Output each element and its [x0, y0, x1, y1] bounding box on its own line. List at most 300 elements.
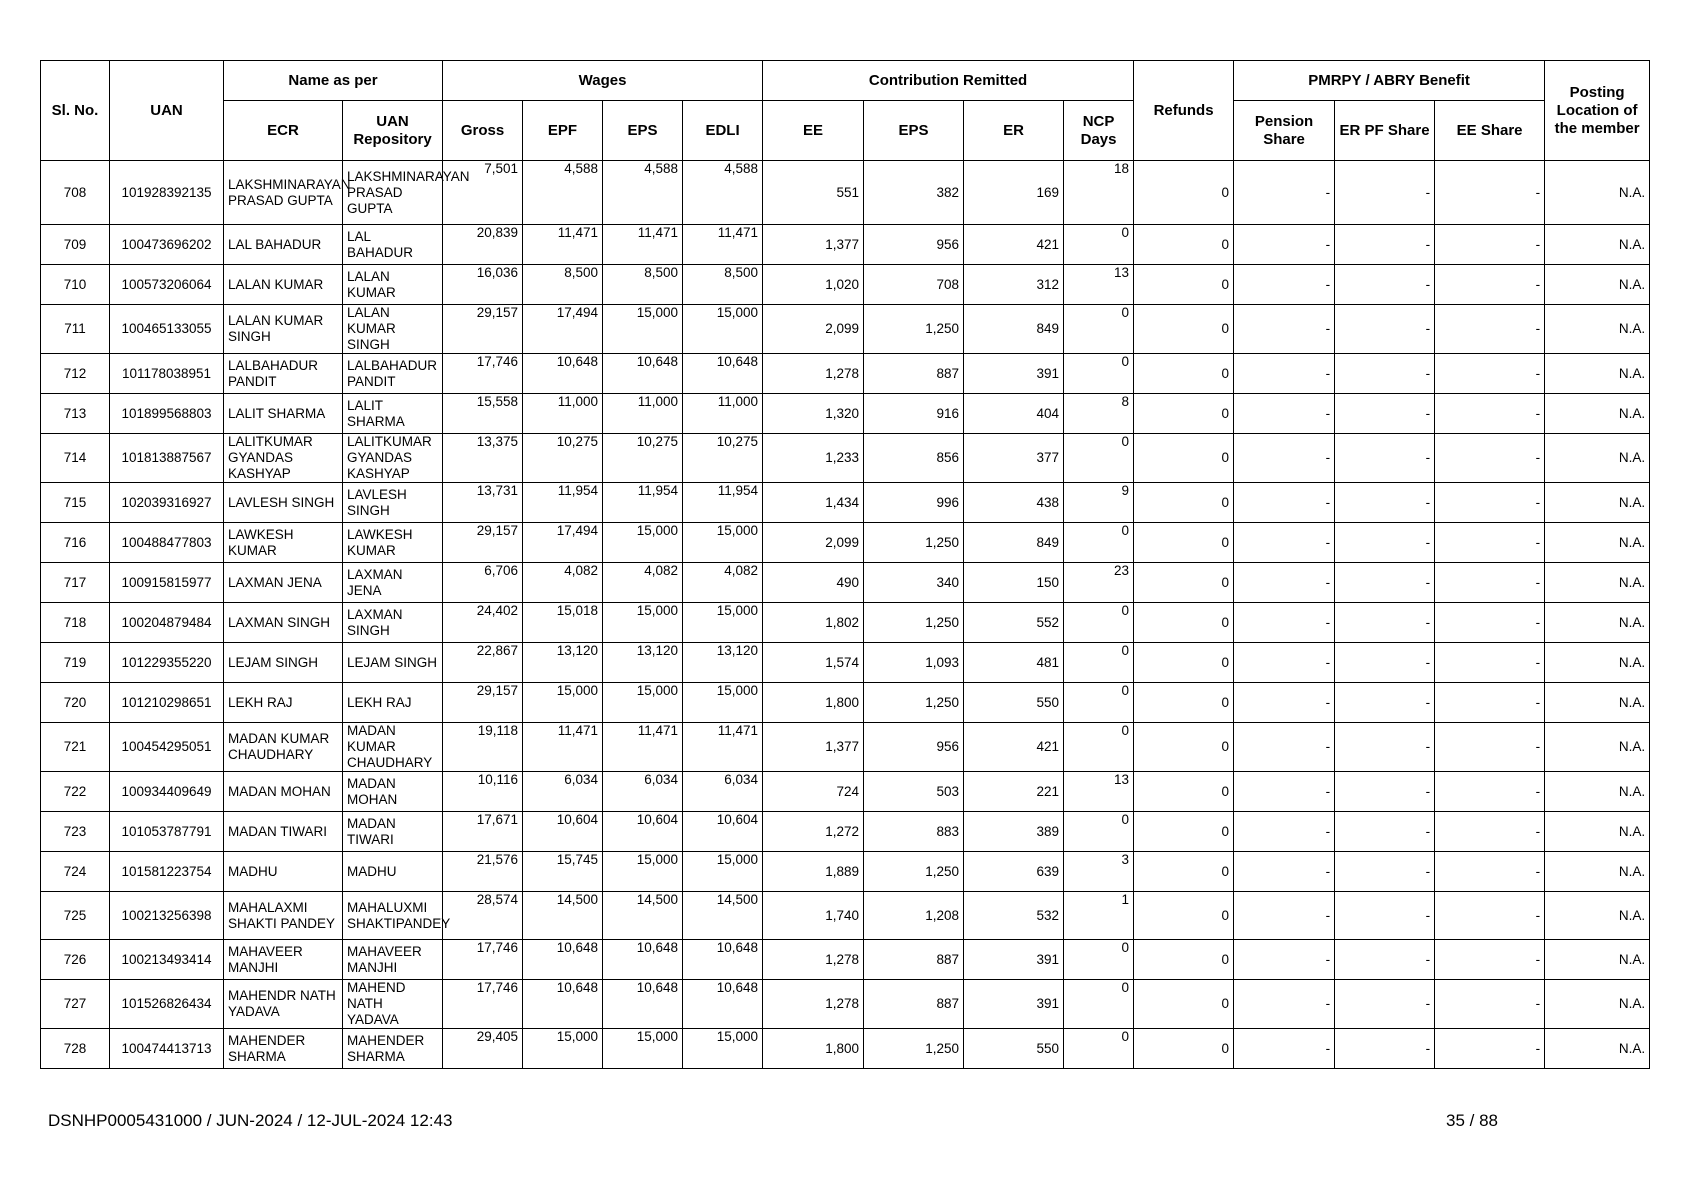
- cell-epf: 13,120: [523, 643, 603, 683]
- cell-uan: 100573206064: [110, 265, 224, 305]
- cell-posting-location: N.A.: [1545, 394, 1650, 434]
- cell-refunds: 0: [1134, 434, 1234, 483]
- cell-gross: 13,731: [443, 483, 523, 523]
- cell-repo-name: LEJAM SINGH: [343, 643, 443, 683]
- table-row: [41, 772, 1650, 812]
- cell-er: 550: [964, 683, 1064, 723]
- cell-ecr-name: LEJAM SINGH: [224, 643, 343, 683]
- cell-ncp-days: 0: [1064, 354, 1134, 394]
- cell-repo-name: MAHALUXMI SHAKTIPANDEY: [343, 892, 443, 940]
- cell-uan: 100915815977: [110, 563, 224, 603]
- cell-pension-share: -: [1234, 161, 1335, 225]
- cell-contrib-eps: 956: [864, 723, 964, 772]
- cell-refunds: 0: [1134, 483, 1234, 523]
- cell-ncp-days: 0: [1064, 523, 1134, 563]
- cell-edli: 14,500: [683, 892, 763, 940]
- cell-refunds: 0: [1134, 980, 1234, 1029]
- cell-repo-name: LALIT SHARMA: [343, 394, 443, 434]
- cell-eps: 10,648: [603, 980, 683, 1029]
- cell-ee: 1,802: [763, 603, 864, 643]
- cell-epf: 11,471: [523, 723, 603, 772]
- cell-refunds: 0: [1134, 161, 1234, 225]
- cell-pension-share: -: [1234, 603, 1335, 643]
- cell-ncp-days: 0: [1064, 812, 1134, 852]
- cell-er: 639: [964, 852, 1064, 892]
- cell-eps: 6,034: [603, 772, 683, 812]
- cell-repo-name: MAHAVEER MANJHI: [343, 940, 443, 980]
- cell-er: 481: [964, 643, 1064, 683]
- table-row: [41, 225, 1650, 265]
- col-pension-share: Pension Share: [1234, 101, 1335, 161]
- cell-contrib-eps: 1,250: [864, 523, 964, 563]
- cell-refunds: 0: [1134, 643, 1234, 683]
- cell-contrib-eps: 887: [864, 354, 964, 394]
- cell-pension-share: -: [1234, 434, 1335, 483]
- cell-repo-name: LAL BAHADUR: [343, 225, 443, 265]
- cell-gross: 29,157: [443, 305, 523, 354]
- cell-pension-share: -: [1234, 483, 1335, 523]
- cell-epf: 10,648: [523, 940, 603, 980]
- table-row: [41, 980, 1650, 1029]
- cell-posting-location: N.A.: [1545, 812, 1650, 852]
- cell-er-pf-share: -: [1335, 394, 1435, 434]
- cell-gross: 15,558: [443, 394, 523, 434]
- cell-gross: 28,574: [443, 892, 523, 940]
- cell-refunds: 0: [1134, 394, 1234, 434]
- cell-ecr-name: LAXMAN JENA: [224, 563, 343, 603]
- cell-ee-share: -: [1435, 723, 1545, 772]
- cell-posting-location: N.A.: [1545, 305, 1650, 354]
- cell-posting-location: N.A.: [1545, 225, 1650, 265]
- cell-eps: 11,000: [603, 394, 683, 434]
- cell-ee: 1,889: [763, 852, 864, 892]
- cell-uan: 101210298651: [110, 683, 224, 723]
- cell-ecr-name: LAVLESH SINGH: [224, 483, 343, 523]
- cell-epf: 6,034: [523, 772, 603, 812]
- cell-er: 552: [964, 603, 1064, 643]
- cell-ee-share: -: [1435, 225, 1545, 265]
- cell-refunds: 0: [1134, 354, 1234, 394]
- cell-ee-share: -: [1435, 265, 1545, 305]
- cell-eps: 11,471: [603, 723, 683, 772]
- cell-edli: 11,471: [683, 225, 763, 265]
- cell-ncp-days: 18: [1064, 161, 1134, 225]
- cell-edli: 10,648: [683, 940, 763, 980]
- cell-contrib-eps: 996: [864, 483, 964, 523]
- cell-er: 377: [964, 434, 1064, 483]
- cell-ee: 2,099: [763, 523, 864, 563]
- cell-sl-no: 717: [41, 563, 110, 603]
- cell-ee-share: -: [1435, 812, 1545, 852]
- table-row: [41, 394, 1650, 434]
- col-refunds: Refunds: [1134, 61, 1234, 161]
- cell-pension-share: -: [1234, 523, 1335, 563]
- cell-eps: 15,000: [603, 852, 683, 892]
- cell-ncp-days: 0: [1064, 1029, 1134, 1069]
- cell-ncp-days: 0: [1064, 980, 1134, 1029]
- cell-uan: 101526826434: [110, 980, 224, 1029]
- cell-epf: 8,500: [523, 265, 603, 305]
- cell-sl-no: 710: [41, 265, 110, 305]
- cell-er-pf-share: -: [1335, 643, 1435, 683]
- col-edli: EDLI: [683, 101, 763, 161]
- cell-ee: 1,377: [763, 225, 864, 265]
- cell-edli: 11,471: [683, 723, 763, 772]
- cell-ee: 1,272: [763, 812, 864, 852]
- cell-gross: 13,375: [443, 434, 523, 483]
- cell-contrib-eps: 1,250: [864, 603, 964, 643]
- cell-ecr-name: LAKSHMINARAYAN PRASAD GUPTA: [224, 161, 343, 225]
- cell-posting-location: N.A.: [1545, 434, 1650, 483]
- cell-ncp-days: 0: [1064, 683, 1134, 723]
- document-reference: DSNHP0005431000 / JUN-2024 / 12-JUL-2024 12:43: [48, 1111, 453, 1130]
- cell-uan: 100474413713: [110, 1029, 224, 1069]
- cell-posting-location: N.A.: [1545, 603, 1650, 643]
- cell-er-pf-share: -: [1335, 892, 1435, 940]
- cell-pension-share: -: [1234, 265, 1335, 305]
- cell-edli: 15,000: [683, 1029, 763, 1069]
- cell-sl-no: 720: [41, 683, 110, 723]
- group-wages: Wages: [443, 61, 763, 101]
- cell-er: 391: [964, 354, 1064, 394]
- cell-refunds: 0: [1134, 603, 1234, 643]
- cell-uan: 101899568803: [110, 394, 224, 434]
- table-row: [41, 892, 1650, 940]
- cell-sl-no: 709: [41, 225, 110, 265]
- cell-eps: 10,275: [603, 434, 683, 483]
- cell-eps: 14,500: [603, 892, 683, 940]
- col-er-pf-share: ER PF Share: [1335, 101, 1435, 161]
- cell-posting-location: N.A.: [1545, 265, 1650, 305]
- cell-ee: 1,800: [763, 683, 864, 723]
- cell-edli: 13,120: [683, 643, 763, 683]
- cell-refunds: 0: [1134, 265, 1234, 305]
- col-sl-no: Sl. No.: [41, 61, 110, 161]
- cell-epf: 15,000: [523, 683, 603, 723]
- cell-uan: 100465133055: [110, 305, 224, 354]
- cell-eps: 4,588: [603, 161, 683, 225]
- cell-gross: 19,118: [443, 723, 523, 772]
- cell-uan: 100213256398: [110, 892, 224, 940]
- cell-contrib-eps: 1,093: [864, 643, 964, 683]
- cell-gross: 17,746: [443, 354, 523, 394]
- ecr-contribution-table: [40, 60, 1650, 1069]
- col-epf: EPF: [523, 101, 603, 161]
- cell-ecr-name: MAHAVEER MANJHI: [224, 940, 343, 980]
- cell-ncp-days: 0: [1064, 225, 1134, 265]
- col-uan: UAN: [110, 61, 224, 161]
- cell-ncp-days: 0: [1064, 305, 1134, 354]
- cell-uan: 101928392135: [110, 161, 224, 225]
- cell-ee-share: -: [1435, 940, 1545, 980]
- cell-pension-share: -: [1234, 354, 1335, 394]
- cell-ncp-days: 0: [1064, 603, 1134, 643]
- cell-repo-name: LAXMAN SINGH: [343, 603, 443, 643]
- cell-edli: 10,604: [683, 812, 763, 852]
- cell-ee-share: -: [1435, 354, 1545, 394]
- col-ee: EE: [763, 101, 864, 161]
- cell-er-pf-share: -: [1335, 434, 1435, 483]
- cell-repo-name: MADAN TIWARI: [343, 812, 443, 852]
- cell-repo-name: LAKSHMINARAYAN PRASAD GUPTA: [343, 161, 443, 225]
- cell-er: 421: [964, 723, 1064, 772]
- cell-uan: 101229355220: [110, 643, 224, 683]
- cell-ee: 1,320: [763, 394, 864, 434]
- cell-repo-name: LEKH RAJ: [343, 683, 443, 723]
- cell-pension-share: -: [1234, 1029, 1335, 1069]
- table-row: [41, 305, 1650, 354]
- cell-refunds: 0: [1134, 225, 1234, 265]
- cell-contrib-eps: 382: [864, 161, 964, 225]
- cell-ncp-days: 13: [1064, 265, 1134, 305]
- group-name-as-per: Name as per: [224, 61, 443, 101]
- cell-er: 532: [964, 892, 1064, 940]
- cell-edli: 4,588: [683, 161, 763, 225]
- cell-ecr-name: LAWKESH KUMAR: [224, 523, 343, 563]
- cell-sl-no: 728: [41, 1029, 110, 1069]
- cell-sl-no: 723: [41, 812, 110, 852]
- cell-ecr-name: MADAN TIWARI: [224, 812, 343, 852]
- cell-ee: 1,377: [763, 723, 864, 772]
- cell-er: 404: [964, 394, 1064, 434]
- col-ee-share: EE Share: [1435, 101, 1545, 161]
- cell-pension-share: -: [1234, 892, 1335, 940]
- cell-ncp-days: 0: [1064, 643, 1134, 683]
- cell-edli: 4,082: [683, 563, 763, 603]
- cell-pension-share: -: [1234, 723, 1335, 772]
- cell-er: 438: [964, 483, 1064, 523]
- cell-sl-no: 711: [41, 305, 110, 354]
- cell-refunds: 0: [1134, 852, 1234, 892]
- cell-sl-no: 724: [41, 852, 110, 892]
- cell-repo-name: MAHENDER SHARMA: [343, 1029, 443, 1069]
- cell-er: 391: [964, 940, 1064, 980]
- cell-epf: 11,000: [523, 394, 603, 434]
- cell-sl-no: 719: [41, 643, 110, 683]
- table-row: [41, 161, 1650, 225]
- cell-sl-no: 714: [41, 434, 110, 483]
- cell-uan: 100204879484: [110, 603, 224, 643]
- table-row: [41, 812, 1650, 852]
- cell-contrib-eps: 708: [864, 265, 964, 305]
- table-row: [41, 1029, 1650, 1069]
- cell-edli: 15,000: [683, 852, 763, 892]
- cell-er-pf-share: -: [1335, 980, 1435, 1029]
- cell-pension-share: -: [1234, 305, 1335, 354]
- cell-epf: 17,494: [523, 523, 603, 563]
- table-row: [41, 523, 1650, 563]
- cell-contrib-eps: 340: [864, 563, 964, 603]
- cell-contrib-eps: 887: [864, 940, 964, 980]
- col-eps: EPS: [603, 101, 683, 161]
- cell-refunds: 0: [1134, 723, 1234, 772]
- cell-eps: 15,000: [603, 305, 683, 354]
- table-row: [41, 940, 1650, 980]
- cell-ncp-days: 8: [1064, 394, 1134, 434]
- cell-pension-share: -: [1234, 643, 1335, 683]
- cell-epf: 10,604: [523, 812, 603, 852]
- cell-ee: 1,278: [763, 980, 864, 1029]
- cell-er-pf-share: -: [1335, 354, 1435, 394]
- cell-contrib-eps: 916: [864, 394, 964, 434]
- cell-eps: 15,000: [603, 523, 683, 563]
- cell-epf: 4,588: [523, 161, 603, 225]
- cell-eps: 15,000: [603, 683, 683, 723]
- col-ncp-days: NCP Days: [1064, 101, 1134, 161]
- table-row: [41, 354, 1650, 394]
- cell-ecr-name: MAHENDER SHARMA: [224, 1029, 343, 1069]
- cell-eps: 10,604: [603, 812, 683, 852]
- cell-posting-location: N.A.: [1545, 523, 1650, 563]
- page-number: 35 / 88: [1446, 1111, 1498, 1130]
- cell-ecr-name: MADHU: [224, 852, 343, 892]
- cell-er-pf-share: -: [1335, 483, 1435, 523]
- cell-sl-no: 715: [41, 483, 110, 523]
- cell-er-pf-share: -: [1335, 812, 1435, 852]
- cell-ecr-name: MAHENDR NATH YADAVA: [224, 980, 343, 1029]
- cell-er-pf-share: -: [1335, 772, 1435, 812]
- cell-ee: 1,233: [763, 434, 864, 483]
- cell-edli: 10,275: [683, 434, 763, 483]
- cell-sl-no: 721: [41, 723, 110, 772]
- cell-edli: 15,000: [683, 603, 763, 643]
- cell-ee-share: -: [1435, 434, 1545, 483]
- cell-uan: 100934409649: [110, 772, 224, 812]
- cell-uan: 102039316927: [110, 483, 224, 523]
- cell-gross: 7,501: [443, 161, 523, 225]
- col-posting-location: Posting Location of the member: [1545, 61, 1650, 161]
- cell-er-pf-share: -: [1335, 265, 1435, 305]
- cell-pension-share: -: [1234, 772, 1335, 812]
- cell-ee-share: -: [1435, 852, 1545, 892]
- cell-sl-no: 718: [41, 603, 110, 643]
- cell-contrib-eps: 956: [864, 225, 964, 265]
- cell-posting-location: N.A.: [1545, 892, 1650, 940]
- cell-ecr-name: MAHALAXMI SHAKTI PANDEY: [224, 892, 343, 940]
- cell-ncp-days: 0: [1064, 723, 1134, 772]
- cell-ecr-name: LEKH RAJ: [224, 683, 343, 723]
- cell-sl-no: 726: [41, 940, 110, 980]
- col-gross: Gross: [443, 101, 523, 161]
- cell-ecr-name: LALAN KUMAR: [224, 265, 343, 305]
- cell-repo-name: MAHEND NATH YADAVA: [343, 980, 443, 1029]
- cell-repo-name: MADAN MOHAN: [343, 772, 443, 812]
- cell-ncp-days: 13: [1064, 772, 1134, 812]
- cell-uan: 101813887567: [110, 434, 224, 483]
- cell-gross: 20,839: [443, 225, 523, 265]
- cell-refunds: 0: [1134, 772, 1234, 812]
- cell-ecr-name: LALITKUMAR GYANDAS KASHYAP: [224, 434, 343, 483]
- cell-er-pf-share: -: [1335, 563, 1435, 603]
- cell-ee-share: -: [1435, 305, 1545, 354]
- cell-posting-location: N.A.: [1545, 940, 1650, 980]
- cell-gross: 29,157: [443, 683, 523, 723]
- cell-refunds: 0: [1134, 683, 1234, 723]
- cell-edli: 10,648: [683, 354, 763, 394]
- cell-eps: 13,120: [603, 643, 683, 683]
- table-body: [41, 161, 1650, 1069]
- cell-posting-location: N.A.: [1545, 852, 1650, 892]
- cell-uan: 101178038951: [110, 354, 224, 394]
- cell-ecr-name: LAL BAHADUR: [224, 225, 343, 265]
- cell-eps: 10,648: [603, 940, 683, 980]
- cell-er-pf-share: -: [1335, 852, 1435, 892]
- cell-contrib-eps: 887: [864, 980, 964, 1029]
- table-row: [41, 483, 1650, 523]
- cell-ncp-days: 1: [1064, 892, 1134, 940]
- cell-repo-name: LAVLESH SINGH: [343, 483, 443, 523]
- cell-sl-no: 716: [41, 523, 110, 563]
- cell-edli: 11,954: [683, 483, 763, 523]
- cell-epf: 17,494: [523, 305, 603, 354]
- cell-er: 221: [964, 772, 1064, 812]
- cell-er-pf-share: -: [1335, 1029, 1435, 1069]
- cell-epf: 14,500: [523, 892, 603, 940]
- cell-uan: 100213493414: [110, 940, 224, 980]
- cell-uan: 100473696202: [110, 225, 224, 265]
- cell-ee: 1,278: [763, 354, 864, 394]
- table-row: [41, 603, 1650, 643]
- cell-epf: 10,648: [523, 354, 603, 394]
- cell-ee: 1,800: [763, 1029, 864, 1069]
- cell-repo-name: LALBAHADUR PANDIT: [343, 354, 443, 394]
- cell-gross: 6,706: [443, 563, 523, 603]
- cell-ecr-name: MADAN MOHAN: [224, 772, 343, 812]
- cell-repo-name: MADAN KUMAR CHAUDHARY: [343, 723, 443, 772]
- cell-eps: 10,648: [603, 354, 683, 394]
- cell-er: 421: [964, 225, 1064, 265]
- cell-repo-name: MADHU: [343, 852, 443, 892]
- cell-gross: 17,746: [443, 940, 523, 980]
- table-row: [41, 563, 1650, 603]
- cell-ncp-days: 0: [1064, 940, 1134, 980]
- cell-sl-no: 725: [41, 892, 110, 940]
- cell-edli: 15,000: [683, 305, 763, 354]
- group-contribution-remitted: Contribution Remitted: [763, 61, 1134, 101]
- cell-epf: 15,000: [523, 1029, 603, 1069]
- cell-repo-name: LAWKESH KUMAR: [343, 523, 443, 563]
- cell-contrib-eps: 1,250: [864, 852, 964, 892]
- cell-posting-location: N.A.: [1545, 1029, 1650, 1069]
- cell-gross: 24,402: [443, 603, 523, 643]
- cell-contrib-eps: 1,250: [864, 305, 964, 354]
- cell-refunds: 0: [1134, 812, 1234, 852]
- cell-edli: 11,000: [683, 394, 763, 434]
- cell-pension-share: -: [1234, 225, 1335, 265]
- col-er: ER: [964, 101, 1064, 161]
- cell-sl-no: 722: [41, 772, 110, 812]
- cell-pension-share: -: [1234, 852, 1335, 892]
- cell-ee-share: -: [1435, 394, 1545, 434]
- cell-er: 389: [964, 812, 1064, 852]
- cell-pension-share: -: [1234, 683, 1335, 723]
- cell-repo-name: LALAN KUMAR: [343, 265, 443, 305]
- cell-ncp-days: 3: [1064, 852, 1134, 892]
- table-row: [41, 434, 1650, 483]
- cell-contrib-eps: 856: [864, 434, 964, 483]
- table-row: [41, 265, 1650, 305]
- cell-ee-share: -: [1435, 643, 1545, 683]
- table-row: [41, 643, 1650, 683]
- cell-uan: 101581223754: [110, 852, 224, 892]
- col-ecr: ECR: [224, 101, 343, 161]
- cell-gross: 17,671: [443, 812, 523, 852]
- cell-pension-share: -: [1234, 940, 1335, 980]
- cell-contrib-eps: 883: [864, 812, 964, 852]
- cell-er-pf-share: -: [1335, 305, 1435, 354]
- table-row: [41, 852, 1650, 892]
- cell-er-pf-share: -: [1335, 683, 1435, 723]
